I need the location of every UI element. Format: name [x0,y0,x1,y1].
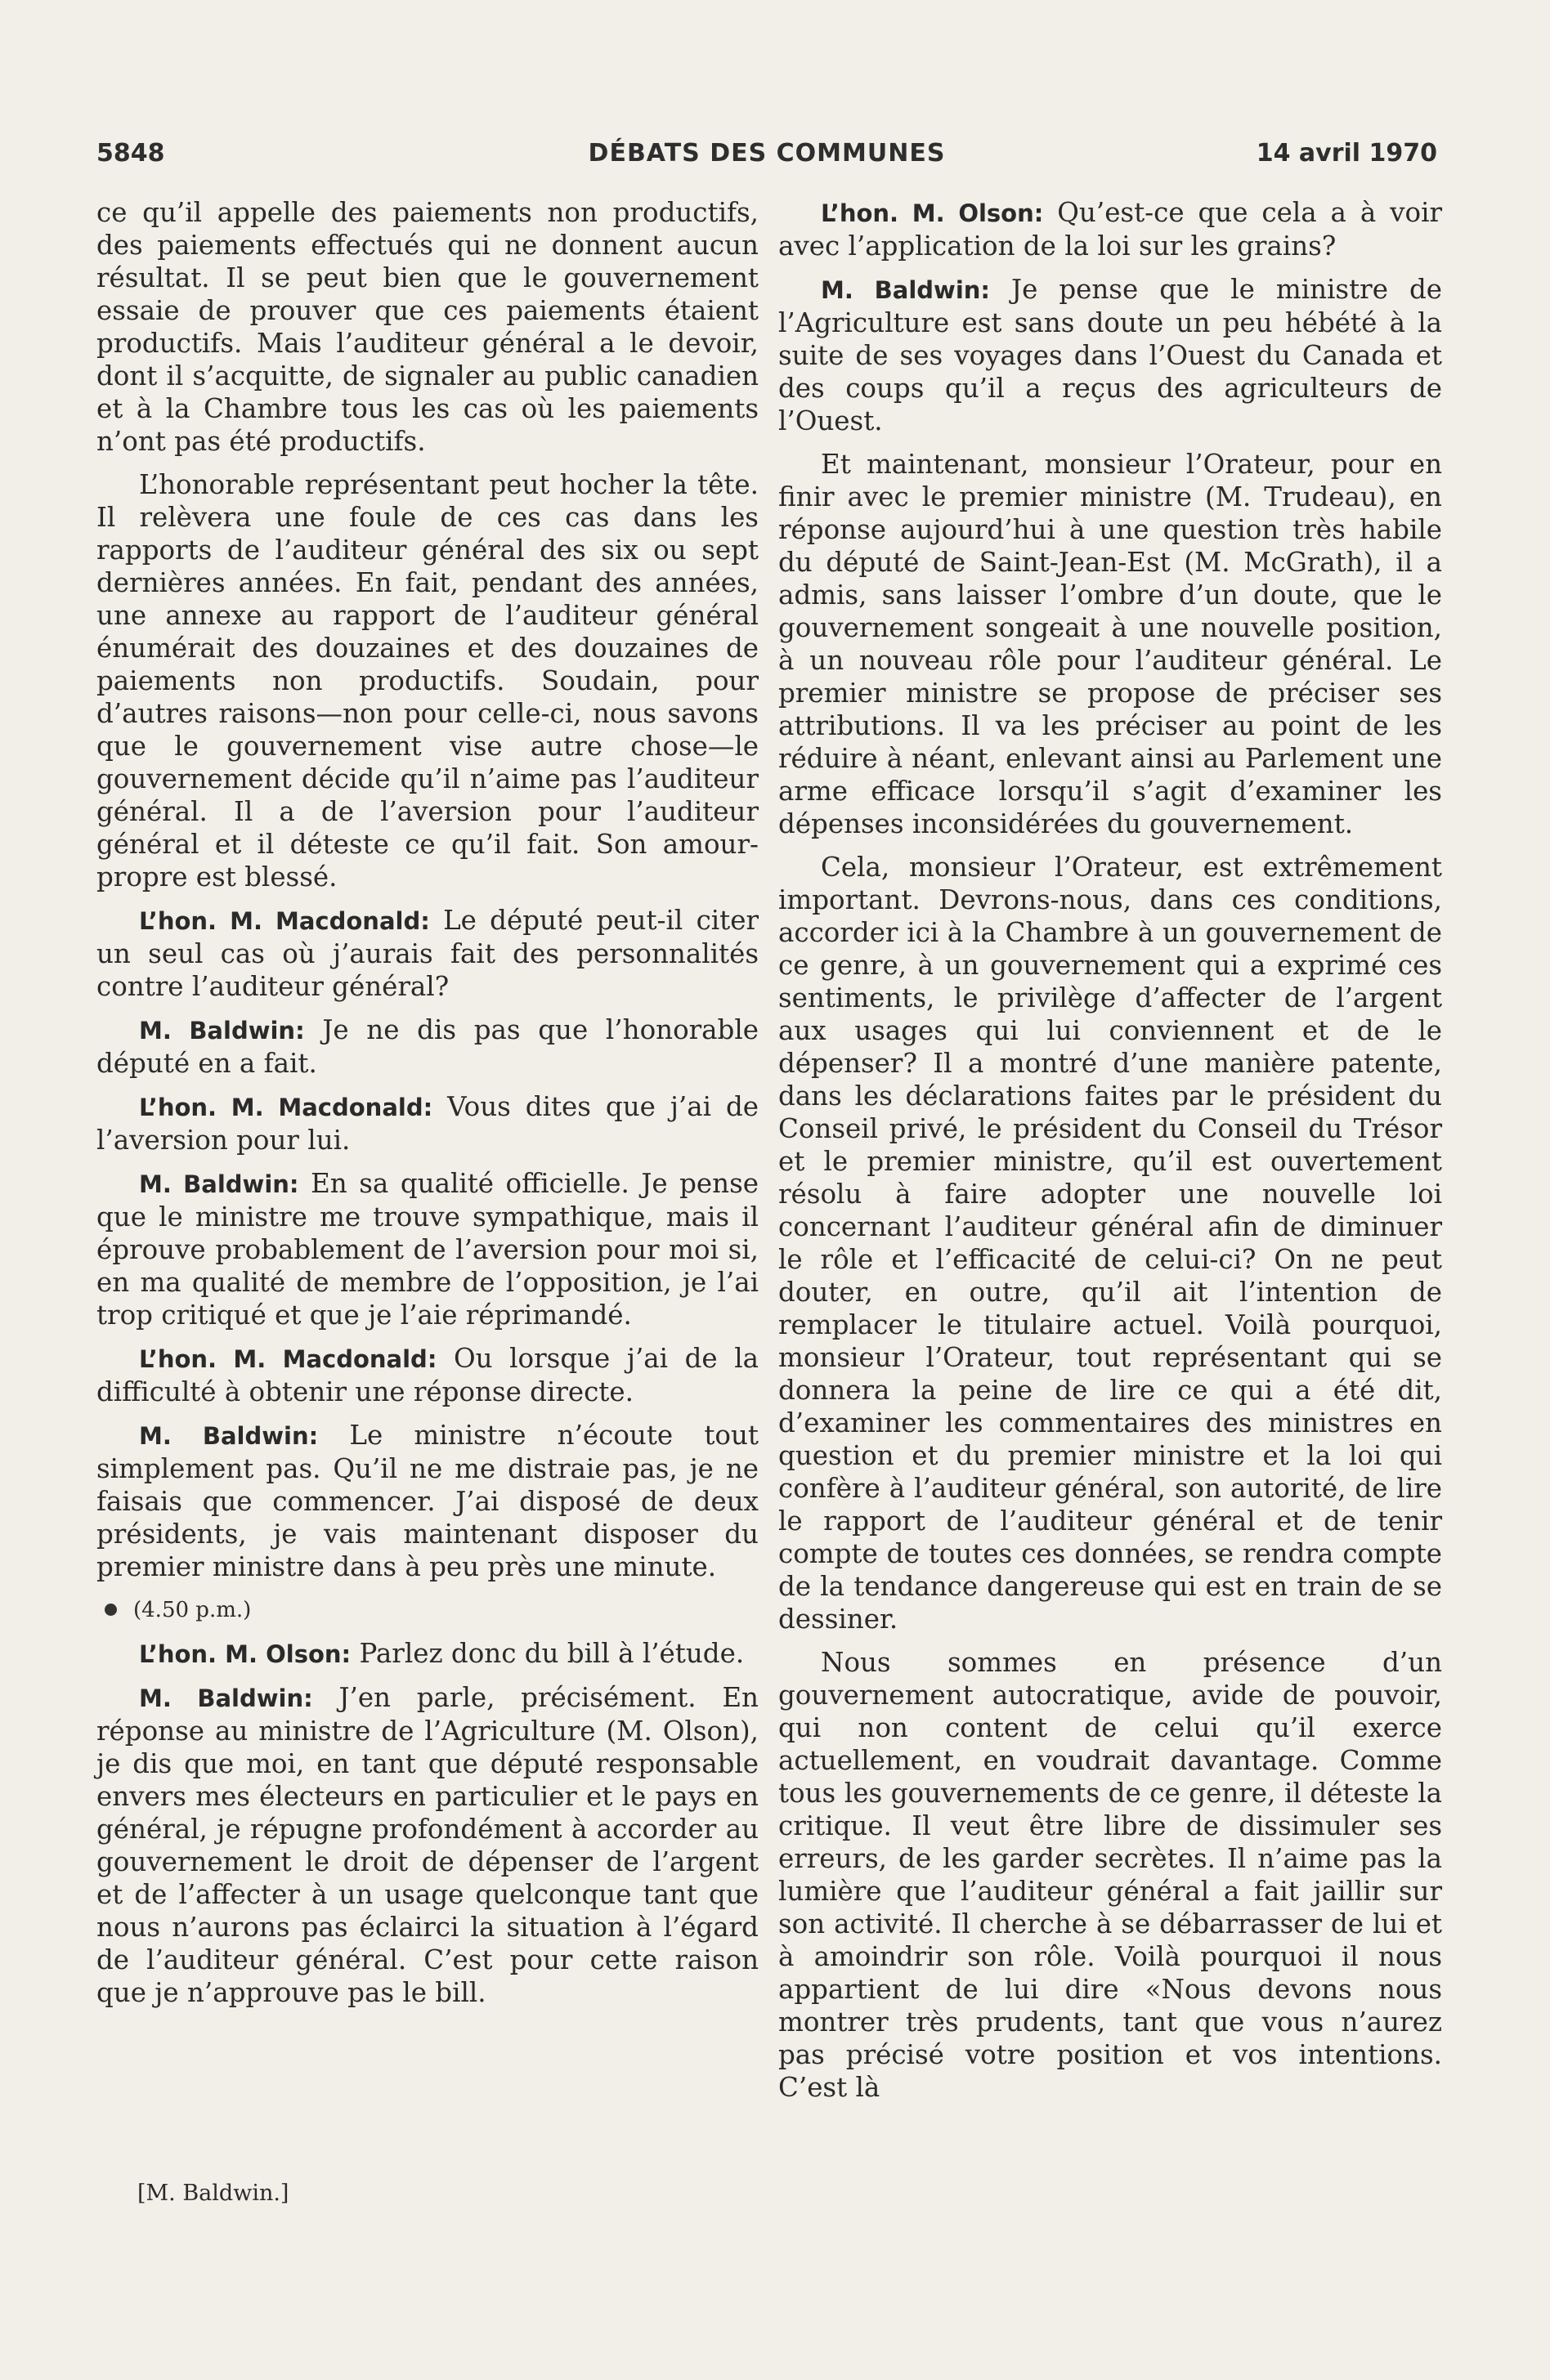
speaker-name: L’hon. M. Macdonald: [139,1094,433,1121]
speaker-footnote: [M. Baldwin.] [137,2181,289,2206]
publication-title: DÉBATS DES COMMUNES [588,139,946,168]
time-marker [96,1594,759,1626]
speaker-name: M. Baldwin: [139,1170,299,1198]
speech-text: Le député peut-il citer un seul cas où j’aurais fait des personnalités contre l’auditeur général? [96,905,759,1002]
page-date: 14 avril 1970 [1256,139,1437,168]
speaker-name: M. Baldwin: [139,1017,305,1045]
speaker-name: M. Baldwin: [139,1422,319,1450]
speech [96,1637,759,1671]
speech [96,1419,759,1583]
speech-text: Vous dites que j’ai de l’aversion pour lui. [96,1091,759,1156]
left-column [96,196,759,2020]
speech [778,273,1442,437]
speaker-name: L’hon. M. Olson: [139,1640,352,1668]
speaker-name: L’hon. M. Macdonald: [139,907,430,935]
speech-text: Je ne dis pas que l’honorable député en a fait. [96,1014,759,1079]
page-header [96,131,1437,172]
speech [778,196,1442,262]
bullet-dot-icon [105,1604,117,1616]
paragraph: Cela, monsieur l’Orateur, est extrêmement important. Devrons-nous, dans ces conditions, accorder ici à la Chambre à un gouvernement de ce genre, à un gouvernement qui a exprimé ces sentiments, le privilège d’affecter de l’argent aux usages qui lui conviennent et de le dépenser? Il a montré d’une manière patente, dans les déclarations faites par le président du Conseil privé, le président du Conseil du Trésor et le premier ministre, qu’il est ouvertement résolu à faire adopter une nouvelle loi concernant l’auditeur général afin de diminuer le rôle et l’efficacité de celui-ci? On ne peut douter, en outre, qu’il ait l’intention de remplacer le titulaire actuel. Voilà pourquoi, monsieur l’Orateur, tout représentant qui se donnera la peine de lire ce qui a été dit, d’examiner les commentaires des ministres en question et du premier ministre et la loi qui confère à l’auditeur général, son autorité, de lire le rapport de l’auditeur général et de tenir compte de toutes ces données, se rendra compte de la tendance dangereuse qui est en train de se dessiner. [778,852,1442,1635]
speech [96,1013,759,1080]
speech-text: Le ministre n’écoute tout simplement pas. Qu’il ne me distraie pas, je ne faisais que commencer. J’ai disposé de deux présidents, je vais maintenant disposer du premier ministre dans à peu près une minute. [96,1420,759,1582]
paragraph: Nous sommes en présence d’un gouvernement autocratique, avide de pouvoir, qui non content de celui qu’il exerce actuellement, en voudrait davantage. Comme tous les gouvernements de ce genre, il déteste la critique. Il veut être libre de dissimuler ses erreurs, de les garder secrètes. Il n’aime pas la lumière que l’auditeur général a fait jaillir sur son activité. Il cherche à se débarrasser de lui et à amoindrir son rôle. Voilà pourquoi il nous appartient de lui dire «Nous devons nous montrer très prudents, tant que vous n’aurez pas précisé votre position et vos intentions. C’est là [778,1647,1442,2103]
speech [96,904,759,1003]
speech-text: Parlez donc du bill à l’étude. [359,1638,745,1669]
speech-text: Je pense que le ministre de l’Agriculture est sans doute un peu hébété à la suite de ses voyages dans l’Ouest du Canada et des coups qu’il a reçus des agriculteurs de l’Ouest. [778,274,1442,436]
speaker-name: L’hon. M. Olson: [821,199,1044,227]
page-number: 5848 [96,139,165,168]
paragraph: Et maintenant, monsieur l’Orateur, pour en finir avec le premier ministre (M. Trudeau), en réponse aujourd’hui à une question très habile du député de Saint-Jean-Est (M. McGrath), il a admis, sans laisser l’ombre d’un doute, que le gouvernement songeait à une nouvelle position, à un nouveau rôle pour l’auditeur général. Le premier ministre se propose de préciser ses attributions. Il va les préciser au point de les réduire à néant, enlevant ainsi au Parlement une arme efficace lorsqu’il s’agit d’examiner les dépenses inconsidérées du gouvernement. [778,449,1442,839]
speech-text: Qu’est-ce que cela a à voir avec l’application de la loi sur les grains? [778,197,1442,262]
speaker-name: M. Baldwin: [139,1684,313,1712]
speech [96,1167,759,1331]
speech-text: En sa qualité officielle. Je pense que le ministre me trouve sympathique, mais il éprouve probablement de l’aversion pour moi si, en ma qualité de membre de l’opposition, je l’ai trop critiqué et que je l’aie réprimandé. [96,1168,759,1331]
right-column [778,196,1442,2114]
paragraph: L’honorable représentant peut hocher la tête. Il relèvera une foule de ces cas dans les rapports de l’auditeur général des six ou sept dernières années. En fait, pendant des années, une annexe au rapport de l’auditeur général énumérait des douzaines et des douzaines de paiements non productifs. Soudain, pour d’autres raisons—non pour celle-ci, nous savons que le gouvernement vise autre chose—le gouvernement décide qu’il n’aime pas l’auditeur général. Il a de l’aversion pour l’auditeur général et il déteste ce qu’il fait. Son amour-propre est blessé. [96,469,759,892]
time-text: (4.50 p.m.) [133,1598,252,1622]
speech [96,1342,759,1408]
speech [96,1090,759,1156]
speaker-name: M. Baldwin: [821,276,991,304]
speech-text: Ou lorsque j’ai de la difficulté à obtenir une réponse directe. [96,1343,759,1407]
speech-text: J’en parle, précisément. En réponse au ministre de l’Agriculture (M. Olson), je dis que moi, en tant que député responsable envers mes électeurs en particulier et le pays en général, je répugne profondément à accorder au gouvernement le droit de dépenser de l’argent et de l’affecter à un usage quelconque tant que nous n’aurons pas éclairci la situation à l’égard de l’auditeur général. C’est pour cette raison que je n’approuve pas le bill. [96,1682,759,2008]
paragraph: ce qu’il appelle des paiements non productifs, des paiements effectués qui ne donnent aucun résultat. Il se peut bien que le gouvernement essaie de prouver que ces paiements étaient productifs. Mais l’auditeur général a le devoir, dont il s’acquitte, de signaler au public canadien et à la Chambre tous les cas où les paiements n’ont pas été productifs. [96,197,759,457]
speaker-name: L’hon. M. Macdonald: [139,1345,437,1373]
speech [96,1681,759,2009]
